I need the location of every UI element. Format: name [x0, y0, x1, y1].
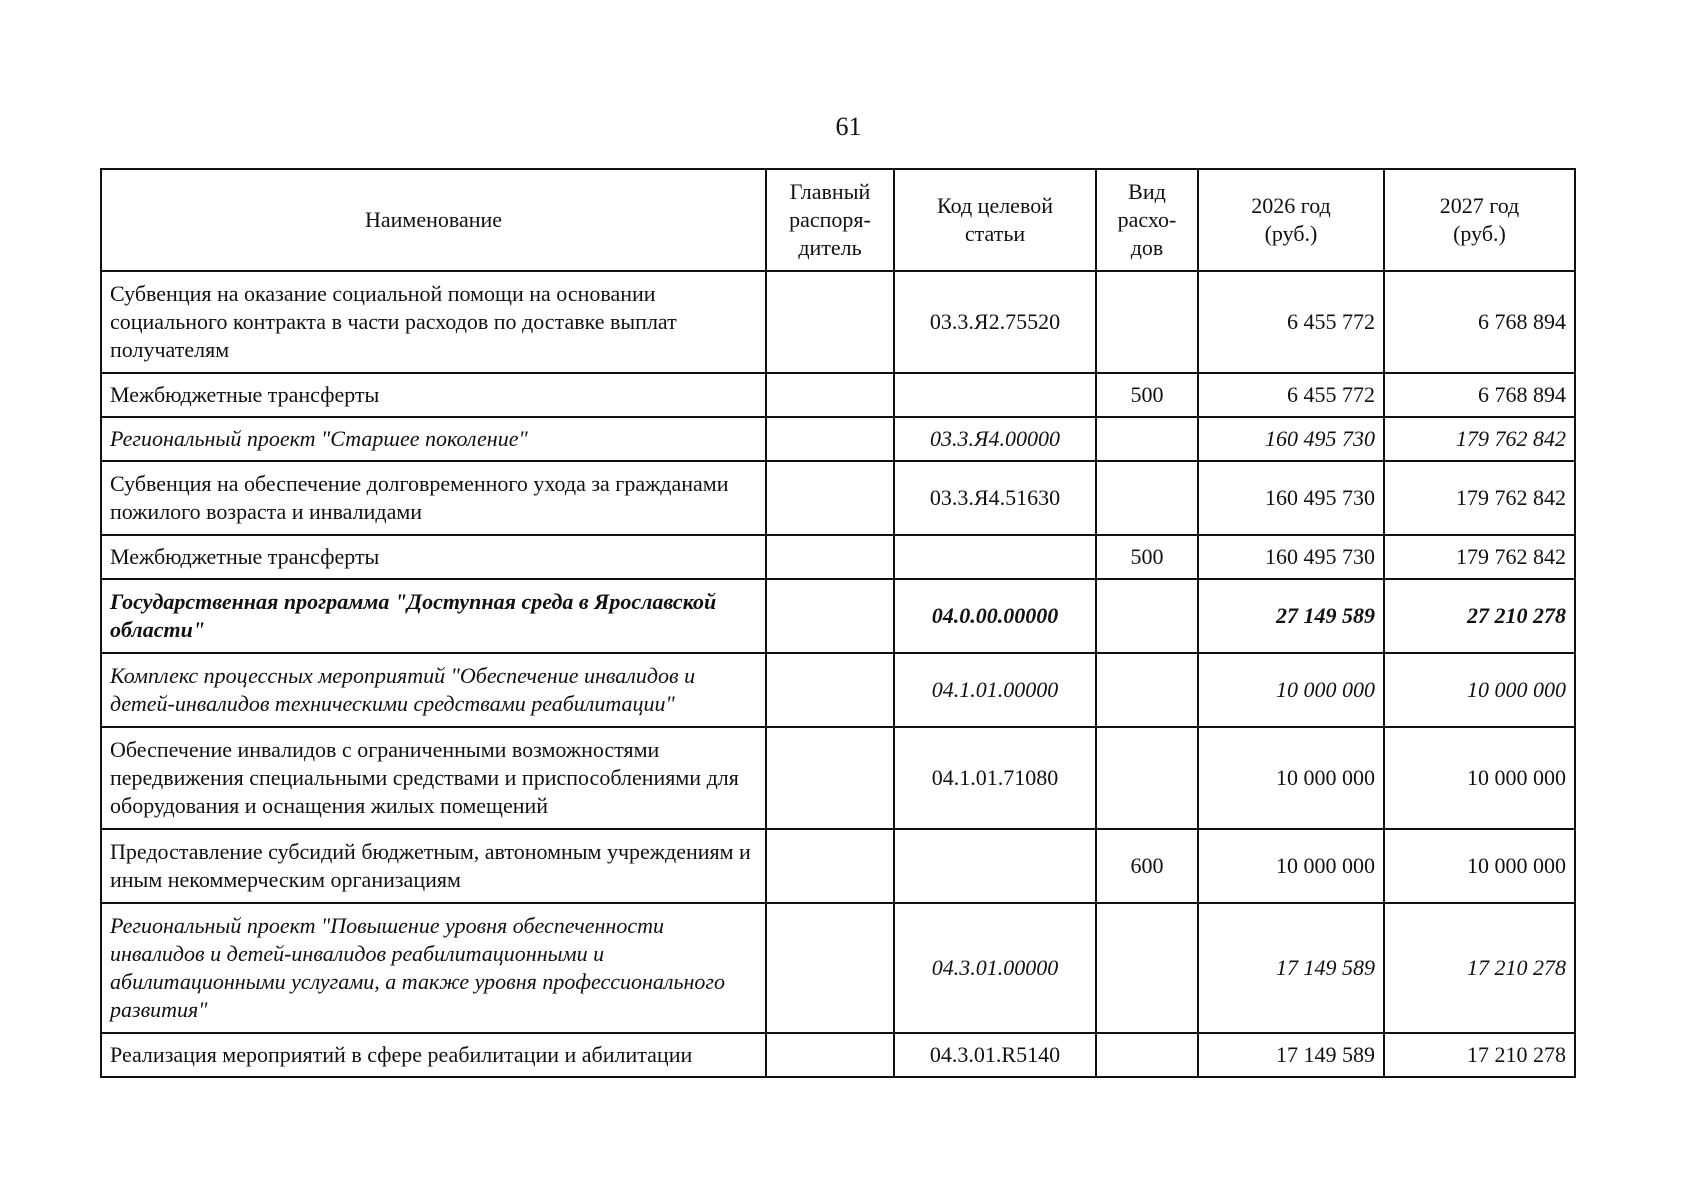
row-2027: 17 210 278 — [1384, 1033, 1575, 1077]
row-kind: 600 — [1096, 829, 1198, 903]
row-name: Реализация мероприятий в сфере реабилитации и абилитации — [101, 1033, 766, 1077]
budget-table — [100, 168, 1576, 1078]
row-2026: 10 000 000 — [1198, 653, 1384, 727]
row-kind — [1096, 653, 1198, 727]
row-kind — [1096, 417, 1198, 461]
row-kind — [1096, 579, 1198, 653]
table-row — [101, 653, 1575, 727]
row-code: 04.0.00.00000 — [894, 579, 1096, 653]
row-code: 04.1.01.71080 — [894, 727, 1096, 829]
row-name: Комплекс процессных мероприятий "Обеспечение инвалидов и детей-инвалидов техническими средствами реабилитации" — [101, 653, 766, 727]
page-number: 61 — [835, 112, 862, 141]
table-row — [101, 271, 1575, 373]
row-2026: 160 495 730 — [1198, 461, 1384, 535]
row-admin — [766, 727, 894, 829]
row-2027: 179 762 842 — [1384, 417, 1575, 461]
table-row — [101, 727, 1575, 829]
row-code: 03.3.Я4.00000 — [894, 417, 1096, 461]
table-row — [101, 461, 1575, 535]
row-code — [894, 829, 1096, 903]
header-code: Код целевой статьи — [894, 169, 1096, 271]
row-code: 04.1.01.00000 — [894, 653, 1096, 727]
table-row — [101, 417, 1575, 461]
header-2026: 2026 год (руб.) — [1198, 169, 1384, 271]
table-row — [101, 535, 1575, 579]
header-2027: 2027 год (руб.) — [1384, 169, 1575, 271]
row-name: Государственная программа "Доступная среда в Ярославской области" — [101, 579, 766, 653]
row-admin — [766, 373, 894, 417]
row-kind — [1096, 1033, 1198, 1077]
row-code: 03.3.Я4.51630 — [894, 461, 1096, 535]
row-code — [894, 535, 1096, 579]
row-2027: 10 000 000 — [1384, 727, 1575, 829]
row-kind: 500 — [1096, 373, 1198, 417]
header-name: Наименование — [101, 169, 766, 271]
table-row — [101, 1033, 1575, 1077]
row-2027: 6 768 894 — [1384, 271, 1575, 373]
row-2027: 179 762 842 — [1384, 461, 1575, 535]
row-2026: 17 149 589 — [1198, 1033, 1384, 1077]
row-2027: 27 210 278 — [1384, 579, 1575, 653]
row-code: 04.3.01.00000 — [894, 903, 1096, 1033]
row-code: 03.3.Я2.75520 — [894, 271, 1096, 373]
row-admin — [766, 653, 894, 727]
row-admin — [766, 271, 894, 373]
row-kind — [1096, 903, 1198, 1033]
row-2027: 6 768 894 — [1384, 373, 1575, 417]
row-kind — [1096, 271, 1198, 373]
row-name: Предоставление субсидий бюджетным, автономным учреждениям и иным некоммерческим организациям — [101, 829, 766, 903]
row-admin — [766, 903, 894, 1033]
header-kind: Вид расхо- дов — [1096, 169, 1198, 271]
row-2027: 10 000 000 — [1384, 653, 1575, 727]
row-2026: 10 000 000 — [1198, 829, 1384, 903]
table-row — [101, 579, 1575, 653]
row-admin — [766, 829, 894, 903]
row-2026: 10 000 000 — [1198, 727, 1384, 829]
header-admin: Главный распоря- дитель — [766, 169, 894, 271]
row-2026: 17 149 589 — [1198, 903, 1384, 1033]
table-row — [101, 829, 1575, 903]
row-kind — [1096, 461, 1198, 535]
row-name: Межбюджетные трансферты — [101, 373, 766, 417]
table-row — [101, 903, 1575, 1033]
row-code: 04.3.01.R5140 — [894, 1033, 1096, 1077]
row-admin — [766, 1033, 894, 1077]
row-kind: 500 — [1096, 535, 1198, 579]
row-kind — [1096, 727, 1198, 829]
row-admin — [766, 417, 894, 461]
row-2026: 160 495 730 — [1198, 535, 1384, 579]
row-2027: 17 210 278 — [1384, 903, 1575, 1033]
row-admin — [766, 579, 894, 653]
row-2026: 6 455 772 — [1198, 271, 1384, 373]
row-admin — [766, 461, 894, 535]
row-2026: 160 495 730 — [1198, 417, 1384, 461]
row-code — [894, 373, 1096, 417]
row-admin — [766, 535, 894, 579]
table-row — [101, 373, 1575, 417]
row-name: Субвенция на обеспечение долговременного ухода за гражданами пожилого возраста и инвалидами — [101, 461, 766, 535]
table-header-row — [101, 169, 1575, 271]
row-name: Региональный проект "Старшее поколение" — [101, 417, 766, 461]
row-name: Региональный проект "Повышение уровня обеспеченности инвалидов и детей-инвалидов реабилитационными и абилитационными услугами, а также уровня профессионального развития" — [101, 903, 766, 1033]
row-2026: 6 455 772 — [1198, 373, 1384, 417]
row-name: Субвенция на оказание социальной помощи на основании социального контракта в части расходов по доставке выплат получателям — [101, 271, 766, 373]
row-2026: 27 149 589 — [1198, 579, 1384, 653]
row-2027: 179 762 842 — [1384, 535, 1575, 579]
row-name: Межбюджетные трансферты — [101, 535, 766, 579]
row-2027: 10 000 000 — [1384, 829, 1575, 903]
row-name: Обеспечение инвалидов с ограниченными возможностями передвижения специальными средствами и приспособлениями для оборудования и оснащения жилых помещений — [101, 727, 766, 829]
